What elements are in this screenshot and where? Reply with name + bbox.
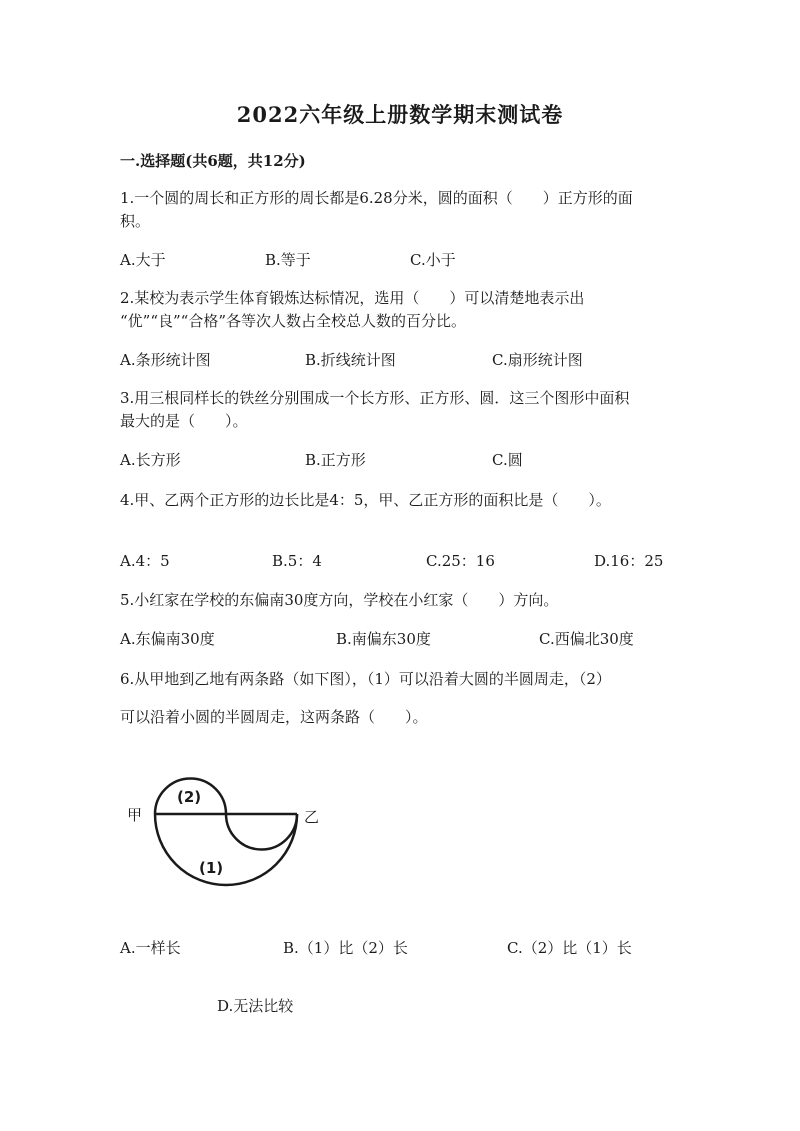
question-6-option-d[interactable]: D.无法比较 <box>217 997 294 1015</box>
question-6-option-b[interactable]: B.（1）比（2）长 <box>283 939 408 957</box>
question-3-option-b[interactable]: B.正方形 <box>305 451 366 469</box>
question-2-option-b[interactable]: B.折线统计图 <box>305 351 396 369</box>
question-6-option-c[interactable]: C.（2）比（1）长 <box>507 939 632 957</box>
question-1-option-c[interactable]: C.小于 <box>410 251 456 269</box>
small-semicircle-path-lower <box>226 814 297 850</box>
question-2-option-c[interactable]: C.扇形统计图 <box>492 351 583 369</box>
question-4-option-b[interactable]: B.5：4 <box>272 552 322 570</box>
page-title: 2022六年级上册数学期末测试卷 <box>236 102 564 127</box>
question-4-option-a[interactable]: A.4：5 <box>120 552 170 570</box>
question-1-option-a[interactable]: A.大于 <box>120 251 166 269</box>
question-3-option-c[interactable]: C.圆 <box>492 451 523 469</box>
label-end: 乙 <box>304 808 320 826</box>
question-1-line-1: 1.一个圆的周长和正方形的周长都是6.28分米，圆的面积（ ）正方形的面 <box>120 189 633 207</box>
question-2-option-a[interactable]: A.条形统计图 <box>120 351 211 369</box>
question-4-line-1: 4.甲、乙两个正方形的边长比是4：5，甲、乙正方形的面积比是（ ）。 <box>120 491 611 509</box>
question-5-line-1: 5.小红家在学校的东偏南30度方向，学校在小红家（ ）方向。 <box>120 591 559 609</box>
question-3-option-a[interactable]: A.长方形 <box>120 451 181 469</box>
label-path-1: (1) <box>199 859 224 877</box>
label-start: 甲 <box>127 806 143 824</box>
question-6-line-2: 可以沿着小圆的半圆周走，这两条路（ ）。 <box>120 708 428 726</box>
question-5-option-a[interactable]: A.东偏南30度 <box>120 630 215 648</box>
question-2-line-1: 2.某校为表示学生体育锻炼达标情况，选用（ ）可以清楚地表示出 <box>120 289 585 307</box>
question-4-option-c[interactable]: C.25：16 <box>426 552 495 570</box>
question-5-option-b[interactable]: B.南偏东30度 <box>336 630 431 648</box>
question-1-option-b[interactable]: B.等于 <box>265 251 311 269</box>
label-path-2: (2) <box>177 788 202 806</box>
question-6-option-a[interactable]: A.一样长 <box>120 939 181 957</box>
route-diagram <box>125 765 325 895</box>
question-3-line-2: 最大的是（ ）。 <box>120 412 248 430</box>
large-semicircle-path <box>155 814 297 885</box>
question-1-line-2: 积。 <box>120 212 151 230</box>
question-3-line-1: 3.用三根同样长的铁丝分别围成一个长方形、正方形、圆．这三个图形中面积 <box>120 389 630 407</box>
question-6-line-1: 6.从甲地到乙地有两条路（如下图），（1）可以沿着大圆的半圆周走，（2） <box>120 670 611 688</box>
question-2-line-2: “优”“良”“合格”各等次人数占全校总人数的百分比。 <box>120 312 467 330</box>
section-heading: 一.选择题(共6题，共12分) <box>120 152 306 170</box>
question-4-option-d[interactable]: D.16：25 <box>594 552 664 570</box>
question-5-option-c[interactable]: C.西偏北30度 <box>539 630 634 648</box>
